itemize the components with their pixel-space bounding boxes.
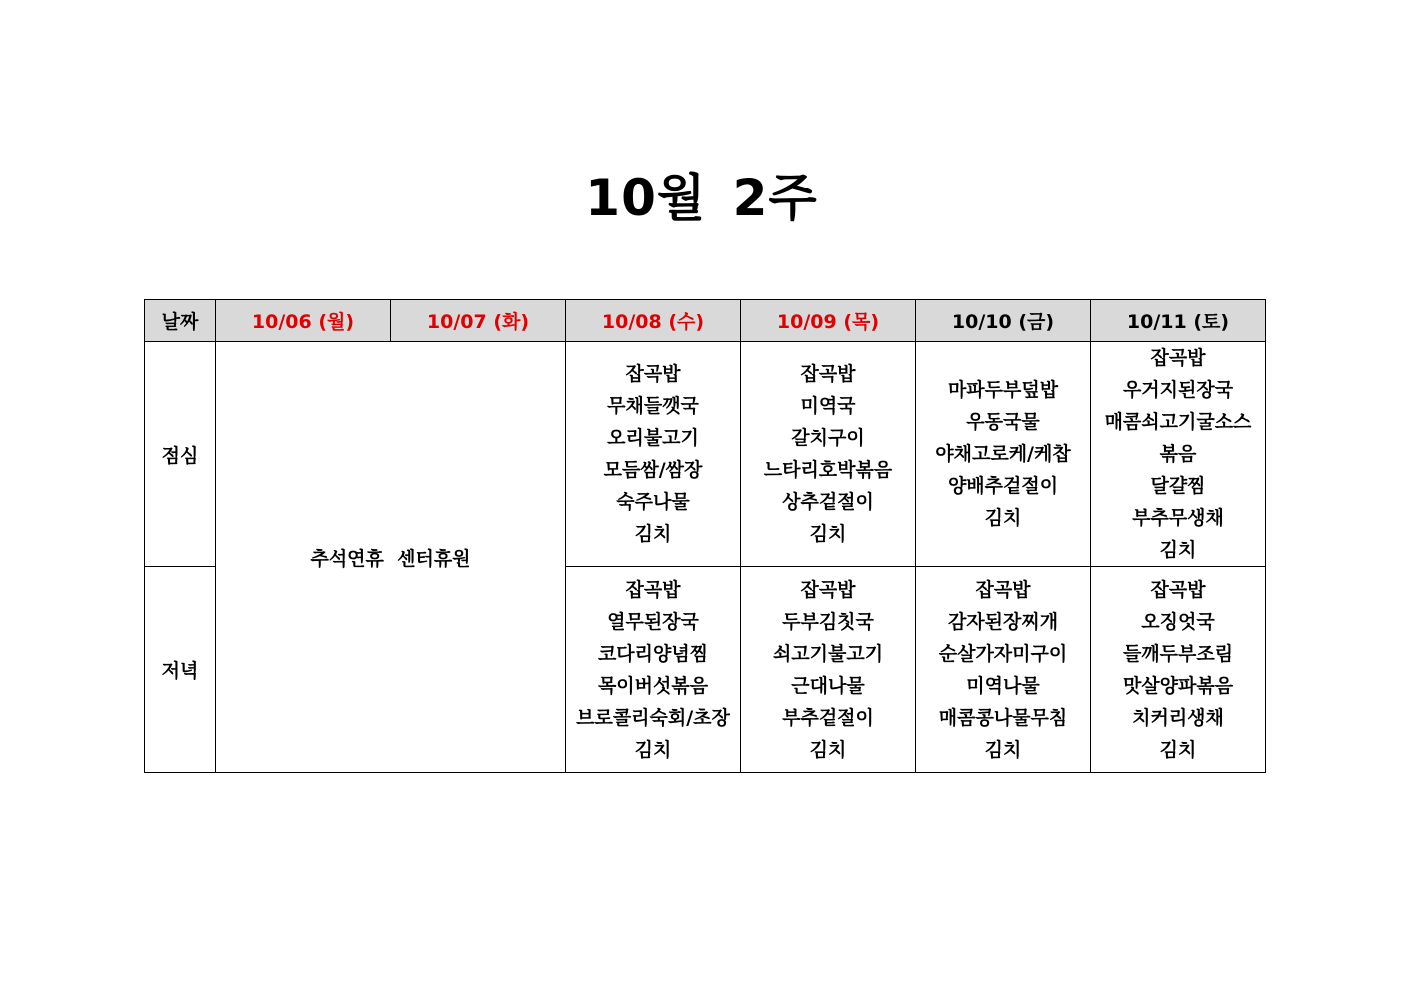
menu-item: 김치 <box>634 738 672 761</box>
lunch-cell-sat <box>1091 342 1266 567</box>
header-row <box>145 300 1266 342</box>
menu-item: 무채들깻국 <box>607 395 699 417</box>
lunch-label: 점심 <box>145 342 216 567</box>
menu-item: 목이버섯볶음 <box>597 674 709 697</box>
menu-item: 갈치구이 <box>791 427 865 449</box>
menu-item: 두부김칫국 <box>782 610 874 633</box>
menu-item: 우동국물 <box>966 411 1040 433</box>
menu-item: 감자된장찌개 <box>947 610 1059 633</box>
menu-item: 잡곡밥 <box>1150 347 1206 369</box>
day-header-mon: 10/06 (월) <box>216 300 391 342</box>
menu-item: 열무된장국 <box>607 610 699 633</box>
menu-item: 김치 <box>634 523 672 545</box>
menu-item: 오징엇국 <box>1141 610 1215 633</box>
menu-item: 느타리호박볶음 <box>763 459 893 481</box>
lunch-cell-fri <box>916 342 1091 567</box>
day-header-tue: 10/07 (화) <box>391 300 566 342</box>
lunch-cell-thu <box>741 342 916 567</box>
page-title: 10월 2주 <box>585 169 818 227</box>
menu-item: 양배추겉절이 <box>947 475 1059 497</box>
day-header-fri: 10/10 (금) <box>916 300 1091 342</box>
menu-item: 잡곡밥 <box>1150 578 1206 601</box>
menu-item: 김치 <box>984 507 1022 529</box>
menu-item: 미역국 <box>800 395 856 417</box>
menu-item: 브로콜리숙회/초장 <box>576 706 730 729</box>
lunch-cell-wed <box>566 342 741 567</box>
dinner-label: 저녁 <box>145 567 216 773</box>
menu-item: 김치 <box>984 738 1022 761</box>
date-column-label: 날짜 <box>145 300 216 342</box>
menu-item: 쇠고기불고기 <box>772 642 884 665</box>
menu-item: 상추겉절이 <box>782 491 874 513</box>
menu-item: 모듬쌈/쌈장 <box>603 459 703 481</box>
dinner-cell-thu <box>741 567 916 773</box>
menu-item: 매콤콩나물무침 <box>938 706 1068 729</box>
menu-item: 김치 <box>809 738 847 761</box>
menu-item: 잡곡밥 <box>800 578 856 601</box>
menu-item: 순살가자미구이 <box>938 642 1068 665</box>
dinner-cell-wed <box>566 567 741 773</box>
menu-item: 잡곡밥 <box>975 578 1031 601</box>
menu-item: 오리불고기 <box>607 427 699 449</box>
menu-item: 잡곡밥 <box>625 363 681 385</box>
menu-item: 마파두부덮밥 <box>947 379 1059 401</box>
holiday-notice: 추석연휴 센터휴원 <box>216 342 566 773</box>
menu-item: 잡곡밥 <box>625 578 681 601</box>
lunch-row <box>145 342 1266 567</box>
menu-item: 코다리양념찜 <box>597 642 709 665</box>
menu-item: 맛살양파볶음 <box>1122 674 1234 697</box>
menu-item: 미역나물 <box>966 674 1040 697</box>
menu-item: 잡곡밥 <box>800 363 856 385</box>
menu-item: 우거지된장국 <box>1122 379 1234 401</box>
menu-item: 치커리생채 <box>1132 706 1224 729</box>
menu-item: 김치 <box>1159 738 1197 761</box>
menu-item: 야채고로케/케찹 <box>935 443 1071 465</box>
menu-item: 김치 <box>809 523 847 545</box>
day-header-sat: 10/11 (토) <box>1091 300 1266 342</box>
menu-item: 부추무생채 <box>1132 507 1224 529</box>
menu-item: 숙주나물 <box>616 491 690 513</box>
menu-item: 매콤쇠고기굴소스 <box>1104 411 1252 433</box>
menu-item: 들깨두부조림 <box>1122 642 1234 665</box>
menu-item: 부추겉절이 <box>782 706 874 729</box>
menu-item: 김치 <box>1159 539 1197 561</box>
menu-item: 볶음 <box>1159 443 1197 465</box>
menu-item: 달걀찜 <box>1150 475 1206 497</box>
day-header-wed: 10/08 (수) <box>566 300 741 342</box>
weekly-menu-table <box>144 299 1266 773</box>
dinner-cell-fri <box>916 567 1091 773</box>
dinner-cell-sat <box>1091 567 1266 773</box>
day-header-thu: 10/09 (목) <box>741 300 916 342</box>
menu-item: 근대나물 <box>791 674 865 697</box>
